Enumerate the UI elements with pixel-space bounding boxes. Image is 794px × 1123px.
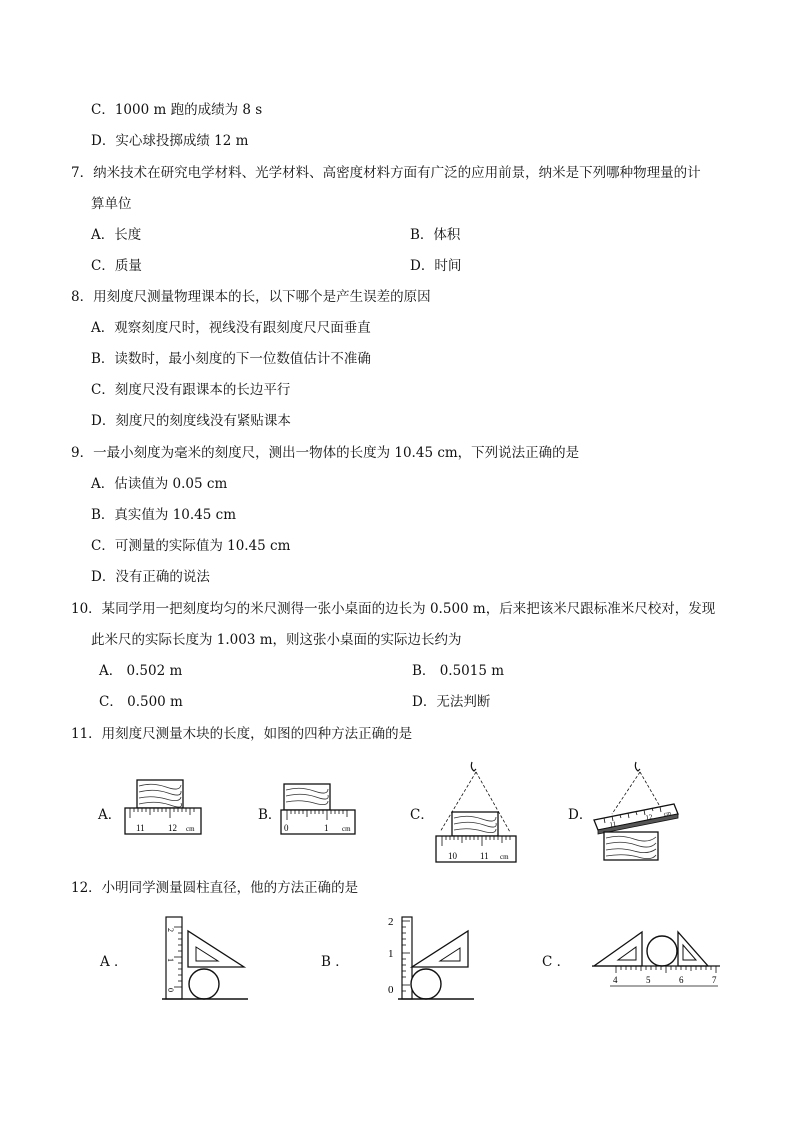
q12-label-a: A ． (100, 954, 128, 970)
q9-option-b: B．真实值为 10.45 cm (91, 507, 237, 523)
q12-stem: 12．小明同学测量圆柱直径，他的方法正确的是 (71, 880, 359, 896)
q11-figure-d (590, 760, 680, 866)
q11-label-b: B． (258, 807, 282, 823)
q9-option-c: C．可测量的实际值为 10.45 cm (91, 538, 291, 554)
q10-stem-line2: 此米尺的实际长度为 1.003 m，则这张小桌面的实际边长约为 (91, 632, 462, 648)
q12-b-tick-0: 0 (388, 984, 394, 996)
q10-option-c: C． 0.500 m (99, 694, 183, 710)
q11-d-tick-12: 12 (644, 812, 654, 822)
q7-option-a: A．长度 (91, 227, 142, 243)
eye-icon (471, 762, 476, 771)
q12-b-tick-1: 1 (388, 948, 394, 960)
q11-figure-b (278, 782, 358, 840)
q11-b-tick-1: 1 (324, 823, 329, 833)
q9-option-d: D．没有正确的说法 (91, 569, 210, 585)
q12-figure-a (160, 913, 250, 1003)
q10-option-a: A． 0.502 m (99, 663, 183, 679)
q11-b-tick-unit: cm (342, 825, 351, 833)
q12-c-tick-4: 4 (613, 975, 618, 985)
q11-label-a: A． (98, 807, 122, 823)
q7-option-d: D．时间 (410, 258, 462, 274)
q7-stem-line1: 7．纳米技术在研究电学材料、光学材料、高密度材料方面有广泛的应用前景，纳米是下列哪种物理量的计 (71, 165, 701, 181)
q7-stem-line2: 算单位 (91, 196, 132, 212)
q9-option-a: A．估读值为 0.05 cm (91, 476, 228, 492)
q11-a-tick-12: 12 (168, 823, 177, 833)
q10-option-b: B． 0.5015 m (412, 663, 505, 679)
q8-stem: 8．用刻度尺测量物理课本的长，以下哪个是产生误差的原因 (71, 289, 431, 305)
q9-stem: 9．一最小刻度为毫米的刻度尺，测出一物体的长度为 10.45 cm，下列说法正确的是 (71, 445, 580, 461)
q11-a-tick-11: 11 (136, 823, 145, 833)
q12-c-tick-6: 6 (679, 975, 684, 985)
q12-a-tick-0: 0 (166, 988, 175, 992)
q8-option-a: A．观察刻度尺时，视线没有跟刻度尺尺面垂直 (91, 320, 371, 336)
q12-label-b: B ． (321, 954, 349, 970)
q11-a-tick-unit: cm (186, 825, 195, 833)
q11-figure-c (432, 760, 522, 866)
q11-stem: 11．用刻度尺测量木块的长度，如图的四种方法正确的是 (71, 726, 413, 742)
q11-figure-a (122, 778, 204, 840)
q11-c-tick-11: 11 (480, 851, 489, 861)
q8-option-b: B．读数时，最小刻度的下一位数值估计不准确 (91, 351, 371, 367)
q11-d-tick-unit: cm (663, 810, 672, 818)
q12-a-tick-1: 1 (166, 958, 175, 962)
q10-option-d: D．无法判断 (412, 694, 491, 710)
q6-option-d: D．实心球投掷成绩 12 m (91, 133, 249, 149)
q11-c-tick-10: 10 (448, 851, 457, 861)
q11-label-c: C． (410, 807, 434, 823)
q11-label-d: D． (568, 807, 593, 823)
q12-c-tick-7: 7 (712, 975, 717, 985)
q6-option-c: C．1000 m 跑的成绩为 8 s (91, 102, 263, 118)
q8-option-c: C．刻度尺没有跟课本的长边平行 (91, 382, 291, 398)
q12-c-tick-5: 5 (646, 975, 651, 985)
q11-d-tick-11: 11 (608, 819, 618, 829)
q12-a-tick-2: 2 (166, 928, 175, 932)
q7-option-c: C．质量 (91, 258, 142, 274)
q12-b-tick-2: 2 (388, 916, 394, 928)
q12-label-c: C ． (542, 954, 571, 970)
q12-figure-b (376, 913, 476, 1003)
eye-icon (635, 762, 640, 771)
q8-option-d: D．刻度尺的刻度线没有紧贴课本 (91, 413, 291, 429)
q7-option-b: B．体积 (410, 227, 461, 243)
q11-c-tick-unit: cm (500, 853, 509, 861)
q12-figure-c (590, 924, 722, 988)
q10-stem-line1: 10．某同学用一把刻度均匀的米尺测得一张小桌面的边长为 0.500 m，后来把该米尺跟标准米尺校对，发现 (71, 601, 716, 617)
q11-b-tick-0: 0 (284, 823, 289, 833)
